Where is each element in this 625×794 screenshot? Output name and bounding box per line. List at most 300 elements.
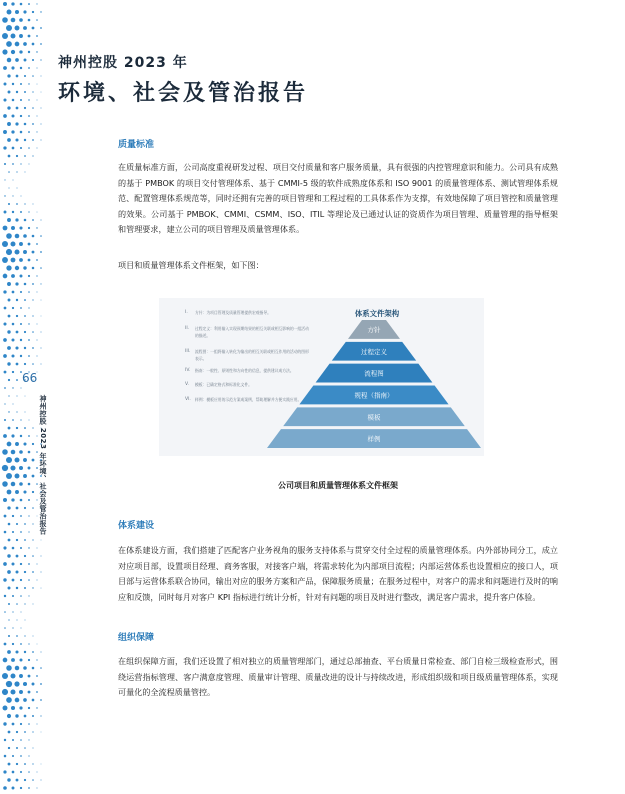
decorative-dot — [16, 747, 18, 749]
decorative-dot — [28, 563, 30, 565]
decorative-dot — [12, 739, 14, 741]
decorative-dot — [20, 787, 22, 789]
decorative-dot — [2, 481, 8, 487]
decorative-dot — [36, 787, 37, 788]
decorative-dot — [20, 387, 21, 388]
decorative-dot — [28, 691, 31, 694]
decorative-dot — [3, 354, 7, 358]
decorative-dot — [32, 331, 34, 333]
decorative-dot — [28, 579, 30, 581]
decorative-dot — [7, 346, 11, 350]
decorative-dot — [24, 507, 26, 509]
decorative-dot — [32, 427, 33, 428]
decorative-dot — [8, 587, 11, 590]
decorative-dot — [28, 67, 30, 69]
decorative-dot — [41, 92, 42, 93]
decorative-dot — [8, 91, 11, 94]
decorative-dot — [12, 627, 13, 628]
decorative-dot — [3, 562, 7, 566]
decorative-dot — [7, 490, 12, 495]
decorative-dot — [4, 179, 5, 180]
paragraph-organizational-support: 在组织保障方面，我们还设置了相对独立的质量管理部门，通过总部抽查、平台质量日常检查、部门自检三级检查形式，围绕运营指标管理、客户满意度管理、质量审计管理、质量改进的设计与持续改进，形成组织级和项目级质量管理体系，实现可量化的全流程质量管控。 — [118, 656, 558, 697]
decorative-dot — [37, 772, 38, 773]
decorative-dot — [36, 115, 37, 116]
list-item-number: V. — [185, 382, 189, 388]
decorative-dot — [16, 507, 19, 510]
decorative-dot — [29, 164, 30, 165]
decorative-dot — [11, 114, 14, 117]
decorative-dot — [6, 25, 12, 31]
decorative-dot — [8, 203, 10, 205]
framework-figure — [159, 298, 484, 456]
decorative-dot — [7, 362, 10, 365]
decorative-dot — [32, 251, 35, 254]
decorative-dot — [19, 226, 22, 229]
decorative-dot — [24, 555, 26, 557]
decorative-dot — [24, 363, 26, 365]
decorative-dot — [12, 531, 14, 533]
decorative-dot — [32, 571, 34, 573]
decorative-dot — [10, 465, 15, 470]
decorative-dot — [20, 659, 23, 662]
decorative-dot — [2, 33, 8, 39]
decorative-dot — [15, 26, 20, 31]
pyramid-level-label: 样例 — [367, 435, 381, 444]
decorative-dot — [32, 507, 34, 509]
decorative-dot — [23, 234, 27, 238]
decorative-dot — [11, 226, 15, 230]
decorative-dot — [2, 465, 8, 471]
decorative-dot — [40, 715, 41, 716]
decorative-dot — [8, 379, 10, 381]
decorative-dot — [36, 131, 37, 132]
decorative-dot — [20, 355, 22, 357]
decorative-dot — [41, 556, 42, 557]
decorative-dot — [32, 667, 35, 670]
decorative-dot — [15, 698, 20, 703]
decorative-dot — [24, 763, 26, 765]
decorative-dot — [21, 612, 22, 613]
decorative-dot — [11, 66, 14, 69]
decorative-dot — [19, 18, 23, 22]
decorative-dot — [6, 265, 11, 270]
list-item-text: 指南：一般性、原则性和方向性的信息，提供建议或方法。 — [195, 368, 294, 374]
decorative-dot — [32, 683, 35, 686]
decorative-dot — [28, 499, 30, 501]
decorative-dot — [23, 698, 27, 702]
decorative-dot — [28, 211, 29, 212]
decorative-dot — [25, 396, 26, 397]
decorative-dot — [37, 548, 38, 549]
decorative-dot — [10, 689, 15, 694]
decorative-dot — [32, 59, 34, 61]
decorative-dot — [41, 316, 42, 317]
decorative-dot — [12, 323, 15, 326]
decorative-dot — [24, 587, 26, 589]
decorative-dot — [28, 451, 31, 454]
decorative-dot — [37, 100, 38, 101]
decorative-dot — [19, 674, 23, 678]
decorative-dot — [40, 27, 42, 29]
decorative-dot — [32, 443, 34, 445]
page-number: 66 — [22, 371, 38, 385]
decorative-dot — [32, 587, 33, 588]
list-item-text: 模板：已确定格式和标准化文件。 — [195, 382, 252, 388]
decorative-dot — [12, 723, 15, 726]
decorative-dot — [8, 315, 11, 318]
decorative-dot — [24, 155, 26, 157]
decorative-dot — [24, 123, 27, 126]
decorative-dot — [11, 274, 15, 278]
decorative-dot — [15, 346, 18, 349]
decorative-dot — [37, 644, 38, 645]
decorative-dot — [11, 242, 16, 247]
decorative-dot — [28, 51, 30, 53]
decorative-dot — [16, 635, 18, 637]
decorative-dot — [24, 715, 27, 718]
decorative-dot — [7, 442, 12, 447]
decorative-dot — [23, 442, 26, 445]
decorative-dot — [36, 19, 38, 21]
decorative-dot — [15, 58, 19, 62]
decorative-dot — [40, 219, 41, 220]
decorative-dot — [23, 682, 27, 686]
decorative-dot — [28, 771, 30, 773]
decorative-dot — [32, 651, 34, 653]
decorative-dot — [24, 299, 26, 301]
decorative-dot — [23, 490, 26, 493]
pyramid-level-label: 过程定义 — [361, 347, 387, 356]
list-item-number: III. — [185, 349, 191, 355]
decorative-dot — [24, 651, 26, 653]
decorative-dot — [15, 650, 18, 653]
decorative-dot — [41, 588, 42, 589]
decorative-dot — [21, 628, 22, 629]
decorative-dot — [32, 27, 35, 30]
decorative-dot — [28, 227, 30, 229]
decorative-dot — [6, 665, 12, 671]
decorative-dot — [16, 395, 17, 396]
decorative-dot — [40, 235, 42, 237]
decorative-dot — [19, 482, 23, 486]
decorative-dot — [20, 579, 22, 581]
decorative-dot — [32, 123, 34, 125]
decorative-dot — [4, 211, 7, 214]
section-title-quality-standard: 质量标准 — [118, 140, 155, 150]
decorative-dot — [28, 755, 29, 756]
decorative-dot — [4, 595, 6, 597]
decorative-dot — [6, 233, 12, 239]
decorative-dot — [8, 747, 10, 749]
decorative-dot — [32, 299, 33, 300]
decorative-dot — [28, 83, 29, 84]
decorative-dot — [37, 84, 38, 85]
decorative-dot — [41, 108, 42, 109]
decorative-dot — [20, 595, 22, 597]
decorative-dot — [32, 107, 34, 109]
decorative-dot — [41, 780, 42, 781]
decorative-dot — [41, 76, 42, 77]
decorative-dot — [20, 435, 22, 437]
decorative-dot — [40, 59, 41, 60]
decorative-dot — [24, 75, 26, 77]
list-item-number: IV. — [185, 368, 191, 374]
decorative-dot — [24, 779, 26, 781]
decorative-dot — [36, 51, 37, 52]
decorative-dot — [23, 250, 27, 254]
decorative-dot — [2, 49, 7, 54]
decorative-dot — [6, 681, 12, 687]
list-item-number: VI. — [185, 396, 191, 402]
decorative-dot — [20, 547, 22, 549]
decorative-dot — [24, 107, 26, 109]
decorative-dot — [40, 139, 41, 140]
decorative-dot — [32, 75, 34, 77]
decorative-dot — [3, 114, 7, 118]
decorative-dot — [7, 122, 11, 126]
decorative-dot — [4, 163, 6, 165]
pyramid-level-label: 规程（指南） — [354, 391, 394, 400]
decorative-dot — [28, 115, 30, 117]
decorative-dot — [11, 482, 16, 487]
decorative-dot — [20, 771, 22, 773]
decorative-dot — [8, 635, 10, 637]
decorative-dot — [4, 307, 7, 310]
decorative-dot — [15, 234, 20, 239]
decorative-dot — [6, 457, 12, 463]
decorative-dot — [28, 787, 30, 789]
decorative-dot — [36, 339, 37, 340]
decorative-dot — [40, 347, 41, 348]
pyramid-level-label: 方针 — [367, 325, 381, 334]
decorative-dot — [8, 171, 10, 173]
decorative-dot — [19, 242, 23, 246]
decorative-dot — [8, 411, 9, 412]
decorative-dot — [20, 499, 23, 502]
decorative-dot — [23, 10, 26, 13]
decorative-dot — [40, 699, 42, 701]
decorative-dot — [32, 555, 34, 557]
decorative-dot — [7, 58, 11, 62]
decorative-dot — [36, 707, 37, 708]
decorative-dot — [28, 339, 30, 341]
decorative-dot — [12, 307, 14, 309]
decorative-dot — [25, 172, 26, 173]
decorative-dot — [8, 763, 11, 766]
framework-pyramid — [159, 298, 484, 456]
decorative-dot — [12, 163, 14, 165]
decorative-dot — [4, 195, 5, 196]
decorative-dot — [12, 147, 15, 150]
decorative-dot — [11, 658, 15, 662]
decorative-dot — [40, 651, 41, 652]
decorative-dot — [11, 450, 16, 455]
decorative-dot — [20, 211, 22, 213]
decorative-dot — [20, 163, 21, 164]
decorative-dot — [40, 43, 42, 45]
decorative-dot — [8, 619, 9, 620]
decorative-dot — [36, 659, 37, 660]
decorative-dot — [28, 643, 29, 644]
decorative-dot — [7, 282, 11, 286]
decorative-dot — [37, 292, 38, 293]
decorative-dot — [24, 331, 26, 333]
decorative-dot — [11, 706, 15, 710]
decorative-dot — [20, 563, 22, 565]
decorative-dot — [24, 139, 26, 141]
decorative-dot — [23, 42, 27, 46]
decorative-dot — [4, 739, 6, 741]
decorative-dot — [28, 243, 31, 246]
decorative-dot — [3, 226, 8, 231]
paragraph-system-building: 在体系建设方面，我们搭建了匹配客户业务视角的服务支持体系与贯穿交付全过程的质量管理体系。内外部协同分工，成立对应项目部，设置项目经理、商务客服，对接客户端，将需求转化为内部项目流程；内部运营体系也设置相应的接口人，项目部与运营体系联合协同，输出对应的服务方案和产品，保障服务质量；在服务过程中，对客户的需求和问题进行及时的响应和反馈，同时每月对客户 KPI 指标进行统计分析，针对有问题的项目及时进行整改，满足客户需求，提升客户体验。 — [118, 545, 558, 602]
decorative-dot — [16, 603, 18, 605]
decorative-dot — [24, 283, 27, 286]
decorative-dot — [28, 435, 30, 437]
decorative-dot — [12, 195, 13, 196]
decorative-dot — [11, 130, 14, 133]
decorative-dot — [28, 131, 30, 133]
decorative-dot — [7, 778, 10, 781]
decorative-dot — [20, 131, 23, 134]
decorative-dot — [3, 146, 6, 149]
decorative-dot — [3, 578, 6, 581]
decorative-dot — [2, 241, 8, 247]
decorative-dot — [20, 291, 22, 293]
decorative-dot — [16, 523, 18, 525]
decorative-dot — [2, 17, 8, 23]
decorative-dot — [32, 139, 34, 141]
decorative-dot — [37, 724, 38, 725]
decorative-dot — [20, 723, 22, 725]
decorative-dot — [37, 148, 38, 149]
decorative-dot — [21, 196, 22, 197]
decorative-dot — [36, 691, 38, 693]
decorative-dot — [4, 611, 6, 613]
decorative-dot — [28, 707, 30, 709]
decorative-dot — [15, 218, 18, 221]
side-report-label: 神州控股 2023 年环境、社会及管治报告 — [39, 395, 47, 535]
figure-caption: 公司项目和质量管理体系文件框架 — [278, 481, 398, 490]
list-item-text: 样例：模板应用的示范方案或案例，帮助理解并方便实践应用。 — [195, 396, 302, 402]
decorative-dot — [28, 147, 30, 149]
decorative-dot — [15, 42, 20, 47]
decorative-dot — [28, 323, 29, 324]
decorative-dot — [6, 697, 12, 703]
decorative-dot — [24, 635, 25, 636]
decorative-dot — [32, 763, 33, 764]
decorative-dot — [7, 554, 10, 557]
decorative-dot — [28, 739, 29, 740]
decorative-dot — [20, 3, 23, 6]
decorative-dot — [16, 427, 18, 429]
decorative-dot — [32, 315, 33, 316]
decorative-dot — [20, 339, 22, 341]
list-item-text: 流程图：一组将输入转化为输出的相互关联或相互作用的活动的图形表示。 — [195, 349, 309, 361]
decorative-dot — [16, 315, 18, 317]
decorative-dot — [28, 595, 29, 596]
list-item-text: 过程定义：利用输入实现预期结果的相互关联或相互影响的一组活动的描述。 — [195, 326, 309, 338]
decorative-dot — [40, 11, 41, 12]
decorative-dot — [40, 251, 42, 253]
company-year: 神州控股 2023 年 — [58, 55, 188, 71]
decorative-dot — [16, 363, 19, 366]
decorative-dot — [41, 300, 42, 301]
decorative-dot — [12, 595, 14, 597]
decorative-dot — [4, 387, 6, 389]
decorative-dot — [8, 427, 11, 430]
decorative-dot — [32, 699, 35, 702]
decorative-dot — [24, 731, 26, 733]
decorative-dot — [15, 266, 19, 270]
decorative-dot — [25, 620, 26, 621]
decorative-dot — [7, 10, 12, 15]
decorative-dot — [32, 11, 34, 13]
decorative-dot — [32, 43, 35, 46]
decorative-dot — [32, 219, 34, 221]
decorative-dot — [25, 412, 26, 413]
decorative-dot — [28, 291, 30, 293]
decorative-dot — [28, 547, 29, 548]
decorative-dot — [23, 458, 27, 462]
decorative-dot — [28, 355, 30, 357]
decorative-dot — [36, 35, 38, 37]
decorative-dot — [24, 59, 27, 62]
decorative-dot — [20, 147, 22, 149]
decorative-dot — [37, 580, 38, 581]
decorative-dot — [16, 571, 19, 574]
decorative-dot — [41, 540, 42, 541]
decorative-dot — [33, 204, 34, 205]
decorative-dot — [12, 211, 14, 213]
decorative-dot — [16, 155, 18, 157]
decorative-dot — [12, 611, 13, 612]
decorative-dot — [20, 739, 22, 741]
decorative-dot — [12, 643, 14, 645]
decorative-dot — [3, 770, 6, 773]
decorative-dot — [8, 523, 11, 526]
decorative-dot — [41, 732, 42, 733]
decorative-dot — [8, 395, 9, 396]
decorative-dot — [32, 779, 34, 781]
decorative-dot — [23, 26, 27, 30]
decorative-dot — [36, 67, 37, 68]
decorative-dot — [33, 636, 34, 637]
decorative-dot — [7, 106, 10, 109]
decorative-dot — [4, 419, 6, 421]
decorative-dot — [12, 83, 14, 85]
decorative-dot — [20, 419, 21, 420]
decorative-dot — [20, 115, 22, 117]
decorative-dot — [16, 779, 19, 782]
decorative-dot — [4, 371, 7, 374]
decorative-dot — [33, 604, 34, 605]
decorative-dot — [8, 155, 11, 158]
decorative-dot — [16, 171, 17, 172]
decorative-dot — [12, 99, 15, 102]
decorative-dot — [19, 34, 23, 38]
list-item-number: II. — [185, 326, 190, 332]
decorative-dot — [16, 555, 19, 558]
decorative-dot — [17, 188, 18, 189]
decorative-dot — [7, 138, 11, 142]
decorative-dot — [19, 258, 23, 262]
decorative-dot — [11, 434, 14, 437]
decorative-dot — [12, 547, 15, 550]
decorative-dot — [28, 3, 30, 5]
decorative-dot — [16, 107, 19, 110]
decorative-dot — [28, 723, 30, 725]
